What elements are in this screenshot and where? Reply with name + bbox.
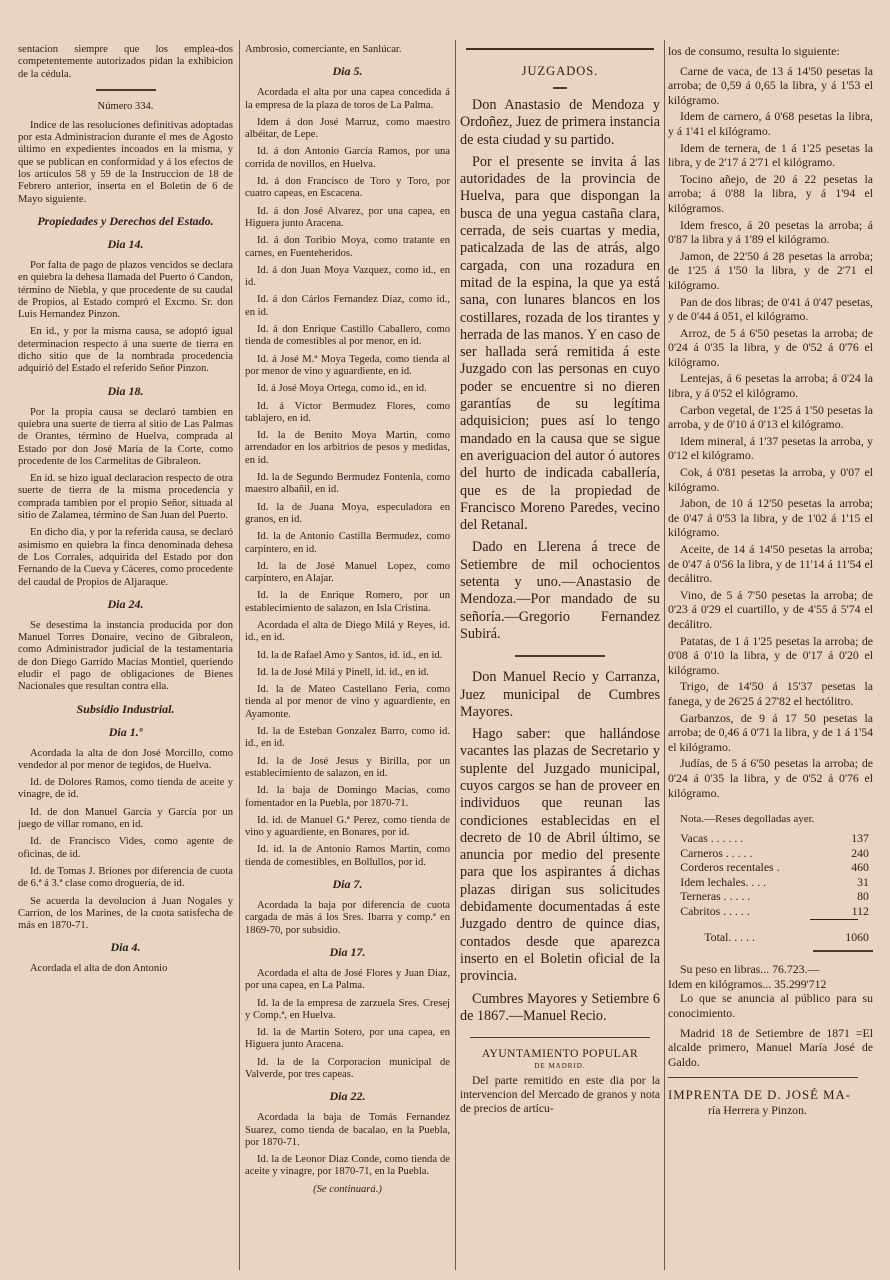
paragraph: Id. la de la empresa de zarzuela Sres. Cresej y Comp.ª, en Huelva. — [245, 997, 450, 1021]
continuation-note: (Se continuará.) — [313, 1183, 382, 1195]
paragraph: En id. se hizo igual declaracion respecto de otra suerte de tierra de la misma procedencia y comprada tambien por el propio Señor, situada al sitio de Zalamea, término de San Juan del Puerto. — [18, 473, 233, 522]
document-number: Número 334. — [97, 100, 154, 112]
paragraph: Id. á José Moya Ortega, como id., en id. — [257, 383, 427, 395]
paragraph: Id. á don Enrique Castillo Caballero, como tienda de comestibles al por menor, en id. — [245, 324, 450, 348]
price-item: Aceite, de 14 á 14'50 pesetas la arroba; de 0'47 á 0'56 la libra, y de 11'14 á 11'54 el decálitro. — [668, 542, 873, 586]
price-item: Carne de vaca, de 13 á 14'50 pesetas la arroba; de 0,59 á 0,65 la libra, y á 1'53 el kilógramo. — [668, 63, 873, 107]
printer-imprint-line: ría Herrera y Pinzon. — [708, 1103, 807, 1118]
paragraph: Se acuerda la devolucion á Juan Nogales y Carrion, de los Marines, de la cuota satisfecha de más en 1870-71. — [18, 895, 233, 932]
paragraph: Id. de Dolores Ramos, como tienda de aceite y vinagre, de id. — [18, 777, 233, 801]
livestock-row — [680, 875, 869, 890]
weight-line: Idem en kilógramos... 35.299'712 — [668, 976, 827, 991]
livestock-count: 137 — [851, 831, 869, 846]
price-item: Idem de carnero, á 0'68 pesetas la libra, y á 1'41 el kilógramo. — [668, 109, 873, 138]
paragraph: Don Manuel Recio y Carranza, Juez municipal de Cumbres Mayores. — [460, 669, 660, 720]
paragraph: Madrid 18 de Setiembre de 1871 =El alcalde primero, Manuel María José de Galdo. — [668, 1025, 873, 1069]
day-heading: Dia 14. — [107, 236, 144, 251]
paragraph: Hago saber: que hallándose vacantes las plazas de Secretario y suplente del Juzgado municipal, cuyos cargos se han de proveer en individuos que reunan las condiciones establecidas en el decreto de 10 de Abril último, se anuncia por medio del presente para que los aspirantes á dichas plazas dirigan sus solicitudes debidamente documentadas á este Juzgado dentro de quince dias, contados desde que aparezca inserto en el Boletin oficial de la provincia. — [460, 726, 660, 985]
paragraph: Acordada el alta de José Flores y Juan Diaz, por una capea, en La Palma. — [245, 967, 450, 992]
day-heading: Dia 5. — [332, 64, 363, 79]
livestock-label: Carneros . . . . . — [680, 845, 753, 860]
price-item: Judías, de 5 á 6'50 pesetas la arroba; de 0'24 á 0'35 la libra, y de 0'52 á 0'76 el kilógramo. — [668, 756, 873, 800]
paragraph: Dado en Llerena á trece de Setiembre de mil ochocientos setenta y uno.—Anastasio de Mendoza.—Por mandado de su señoría.—Gregorio Fernandez Subirá. — [460, 539, 660, 642]
paragraph: Id. de Francisco Vides, como agente de oficinas, de id. — [18, 836, 233, 860]
livestock-label: Cabritos . . . . . — [680, 904, 750, 919]
paragraph: Id. á don Antonio García Ramos, por una corrida de novillos, en Huelva. — [245, 146, 450, 170]
day-heading: Dia 4. — [110, 940, 141, 955]
paragraph: Por la propia causa se declaró tambien en quiebra una suerte de tierra al sitio de Las Palmas de Orantes, término de Huelva, comprada al Estado por don José María de la Corte, como procedente de los Carmelitas de Gibraleon. — [18, 406, 233, 467]
livestock-count: 31 — [857, 874, 869, 889]
separator — [553, 87, 567, 89]
paragraph: Id. la de Enrique Romero, por un establecimiento de salazon, en Isla Cristina. — [245, 590, 450, 614]
price-item: Idem fresco, á 20 pesetas la arroba; á 0'87 la libra y á 1'89 el kilógramo. — [668, 217, 873, 247]
price-item: Pan de dos libras; de 0'41 á 0'47 pesetas, y de 0'44 á 051, el kilógramo. — [668, 294, 873, 324]
price-list — [668, 64, 873, 801]
paragraph: Id. la de Juana Moya, especuladora en granos, en id. — [245, 501, 450, 525]
paragraph: Del parte remitido en este dia por la intervencion del Mercado de granos y nota de precios de artícu- — [460, 1075, 660, 1116]
day-heading: Dia 24. — [107, 596, 144, 611]
livestock-row — [680, 889, 869, 904]
price-item: Idem mineral, á 1'37 pesetas la arroba, y 0'12 el kilógramo. — [668, 433, 873, 463]
price-item: Idem de ternera, de 1 á 1'25 pesetas la libra, y de 2'17 á 2'71 el kilógramo. — [668, 140, 873, 170]
day-heading: Dia 18. — [107, 383, 144, 398]
section-heading: AYUNTAMIENTO POPULAR — [481, 1048, 639, 1061]
paragraph: Id. la de la Corporacion municipal de Valverde, por tres capeas. — [245, 1056, 450, 1080]
paragraph: sentacion siempre que los emplea-dos competentemente autorizados pidan la exhibicion de la cédula. — [18, 44, 233, 80]
note-heading: Nota.—Reses degolladas ayer. — [680, 813, 815, 826]
livestock-count: 112 — [851, 904, 869, 919]
paragraph: Id. la baja de Domingo Macías, como fomentador en la Puebla, por 1870-71. — [245, 785, 450, 809]
paragraph: En id., y por la misma causa, se adoptó igual determinacion respecto á una suerte de tierra en dicho sitio que de la nombrada procedencia adquirió del Estado el referido Señor Pinzon. — [18, 326, 233, 375]
paragraph: Id. á don Juan Moya Vazquez, como id., en id. — [245, 264, 450, 289]
paragraph: Id. la de Leonor Diaz Conde, como tienda de aceite y vinagre, por 1870-71, en la Puebla. — [245, 1154, 450, 1178]
paragraph: Idem á don José Marruz, como maestro albéitar, de Lepe. — [245, 116, 450, 141]
column-2 — [245, 44, 450, 1272]
paragraph: Id. de don Manuel García y García por un juego de villar romano, en id. — [18, 806, 233, 831]
subheading: DE MADRID. — [534, 1062, 586, 1071]
separator — [466, 48, 654, 50]
livestock-row — [680, 831, 869, 846]
price-item: Vino, de 5 á 7'50 pesetas la arroba; de 0'23 á 0'29 el cuartillo, y de 4'55 á 5'74 el decálitro. — [668, 587, 873, 631]
price-item: Lentejas, á 6 pesetas la arroba; á 0'24 la libra, y á 0'52 el kilógramo. — [668, 371, 873, 401]
day-heading: Dia 1.º — [108, 724, 143, 739]
price-item: Garbanzos, de 9 á 17 50 pesetas la arroba; de 0,46 á 0'71 la libra, y de 1 á 1'54 el kilógramo. — [668, 710, 873, 754]
column-divider — [455, 40, 456, 1270]
livestock-count: 460 — [851, 860, 869, 875]
paragraph: Se desestima la instancia producida por don Manuel Torres Donaire, vecino de Gibraleon, como Administrador judicial de la testamentaria de don Diego Garrido Macías Montiel, queriendo eludir el pago de obligaciones de Bienes Nacionales que resultan contra ella. — [18, 619, 233, 693]
paragraph: Id. la de José Jesus y Birilla, por un establecimiento de salazon, en id. — [245, 755, 450, 779]
paragraph: Acordada la alta de don José Morcillo, como vendedor al por menor de tegidos, de Huelva. — [18, 747, 233, 771]
paragraph: Id. la de José Milá y Pinell, id. id., en id. — [257, 666, 429, 678]
price-item: Jamon, de 22'50 á 28 pesetas la arroba; de 1'25 á 1'50 la libra, y de 2'71 el kilógramo. — [668, 248, 873, 292]
price-item: Cok, á 0'81 pesetas la arroba, y 0'07 el kilógramo. — [668, 465, 873, 494]
section-heading: JUZGADOS. — [521, 64, 599, 78]
livestock-label: Vacas . . . . . . — [680, 831, 744, 846]
paragraph: Id. la de José Manuel Lopez, como carpintero, en Alajar. — [245, 560, 450, 585]
paragraph: los de consumo, resulta lo siguiente: — [668, 44, 840, 58]
paragraph: Cumbres Mayores y Setiembre 6 de 1867.—Manuel Recio. — [460, 990, 660, 1024]
price-item: Tocino añejo, de 20 á 22 pesetas la arroba; á 0'88 la libra, y á 1'94 el kilógramos. — [668, 171, 873, 215]
paragraph: Id. la de Martin Sotero, por una capea, en Higuera junto Aracena. — [245, 1027, 450, 1051]
paragraph: Id. á José M.ª Moya Tegeda, como tienda al por menor de vino y aguardiente, en id. — [245, 353, 450, 377]
weight-line: Su peso en libras... 76.723.— — [680, 962, 820, 977]
paragraph: Por falta de pago de plazos vencidos se declara en quiebra la dehesa llamada del Puerto ó Candon, término de Niebla, y que procedente de su caudal de Propios, al Estado compró el Excmo. Sr. don Luis Hernandez Pinzon. — [18, 259, 233, 321]
livestock-row — [680, 860, 869, 875]
day-heading: Dia 17. — [329, 944, 366, 959]
separator — [668, 1077, 858, 1078]
paragraph: Acordada el alta de Diego Milá y Reyes, id. id., en id. — [245, 619, 450, 644]
livestock-label: Terneras . . . . . — [680, 889, 751, 904]
separator — [813, 950, 873, 952]
paragraph: Acordada el alta de don Antonio — [30, 963, 168, 975]
paragraph: Acordada la baja de Tomás Fernandez Suarez, como tienda de bacalao, en la Puebla, por 1870-71. — [245, 1112, 450, 1148]
livestock-label: Idem lechales. . . . — [680, 874, 767, 889]
separator — [515, 655, 605, 657]
day-heading: Dia 22. — [329, 1089, 366, 1104]
livestock-table — [680, 831, 869, 944]
paragraph: Id. á don José Alvarez, por una capea, en Higuera junto Aracena. — [245, 205, 450, 229]
price-item: Trigo, de 14'50 á 15'37 pesetas la fanega, y de 26'25 á 27'82 el hectólitro. — [668, 679, 873, 708]
paragraph: Id. la de Esteban Gonzalez Barro, como id. id., en id. — [245, 726, 450, 750]
column-divider — [664, 40, 665, 1270]
paragraph: Don Anastasio de Mendoza y Ordoñez, Juez de primera instancia de esta ciudad y su partido. — [460, 97, 660, 148]
paragraph: Indice de las resoluciones definitivas adoptadas por esta Administracion durante el mes de Agosto último en expedientes incoados en la misma, y que se publican en conformidad y á los efectos de los artículos 58 y 59 de la Instruccion de 18 de Febrero anterior, inserta en el Boletin de 6 de Mayo siguiente. — [18, 119, 233, 205]
paragraph: Por el presente se invita á las autoridades de la provincia de Huelva, para que dispongan la busca de una yegua castaña clara, cerrada, de seis cuartas y media, paticalzada de las de atrás, algo cargada, con una rozadura en mitad de la espina, la que ya está sana, con lunares blancos en los costillares, rozada de los tirantes y herrada de las manos. Y en caso de ser hallada será remitida á este Juzgado con las personas en cuyo poder se encuentre si no dieren garantías de su legítima adquisicion; pues así lo tengo mandado en la causa que se sigue en averiguacion del autor ó autores del hurto de indicada caballería, que es de la propiedad de Francisco Moreno Paredes, vecino del Retanal. — [460, 153, 660, 534]
paragraph: Id. la de Mateo Castellano Feria, como tienda al por menor de vino y aguardiente, en Ayamonte. — [245, 684, 450, 720]
column-4 — [668, 44, 873, 1272]
printer-imprint — [668, 1088, 873, 1118]
livestock-count: 80 — [857, 889, 869, 904]
livestock-row — [680, 846, 869, 861]
column-divider — [239, 40, 240, 1270]
separator — [96, 89, 156, 91]
paragraph: Id. á Víctor Bermudez Flores, como tablajero, en id. — [245, 400, 450, 424]
printer-imprint-line: IMPRENTA DE D. JOSÉ MA- — [668, 1088, 852, 1103]
livestock-row — [680, 904, 869, 919]
price-item: Carbon vegetal, de 1'25 á 1'50 pesetas la arroba, y de 0'10 á 0'13 el kilógramo. — [668, 402, 873, 432]
paragraph: Id. la de Segundo Bermudez Fontenla, como maestro albañil, en id. — [245, 472, 450, 496]
paragraph: Id. la de Antonio Castilla Bermudez, como carpintero, en id. — [245, 531, 450, 555]
livestock-label: Corderos recentales . — [680, 860, 780, 875]
paragraph: Acordada el alta por una capea concedida á la empresa de la plaza de toros de La Palma. — [245, 87, 450, 111]
section-heading: Propiedades y Derechos del Estado. — [37, 213, 214, 228]
paragraph: Id. á don Cárlos Fernandez Diaz, como id., en id. — [245, 294, 450, 318]
livestock-count: 240 — [851, 845, 869, 860]
price-item: Arroz, de 5 á 6'50 pesetas la arroba; de 0'24 á 0'35 la libra, y de 0'52 á 0'76 el kilógramo. — [668, 325, 873, 369]
paragraph: Id. id. la de Antonio Ramos Martin, como tienda de comestibles, en Bollullos, por id. — [245, 844, 450, 868]
paragraph: Id. la de Benito Moya Martin, como arrendador en los arbitrios de pesos y medidas, en id. — [245, 430, 450, 466]
column-3 — [460, 44, 660, 1272]
paragraph: Id. de Tomas J. Briones por diferencia de cuota de 6.ª á 3.ª clase como droguería, de id. — [18, 865, 233, 890]
paragraph: Lo que se anuncia al público para su conocimiento. — [668, 991, 873, 1021]
column-1 — [18, 44, 233, 1272]
separator — [470, 1037, 650, 1038]
paragraph: Ambrosio, comerciante, en Sanlúcar. — [245, 44, 402, 55]
day-heading: Dia 7. — [332, 877, 363, 892]
paragraph: Acordada la baja por diferencia de cuota cargada de más á los Sres. Ibarra y comp.ª en 1869-70, por subsidio. — [245, 900, 450, 936]
price-item: Patatas, de 1 á 1'25 pesetas la arroba; de 0'08 á 0'10 la libra, y de 0'17 á 0'20 el kilógramo. — [668, 633, 873, 677]
total-value: 1060 — [845, 929, 869, 944]
paragraph: Id. á don Toribio Moya, como tratante en carnes, en Fuenteheridos. — [245, 235, 450, 259]
paragraph: Id. id. de Manuel G.ª Perez, como tienda de vino y aguardiente, en Bonares, por id. — [245, 814, 450, 839]
price-item: Jabon, de 10 á 12'50 pesetas la arroba; de 0'47 á 0'53 la libra, y de 1'02 á 1'15 el kilógramo. — [668, 496, 873, 540]
paragraph: Id. á don Francisco de Toro y Toro, por cuatro capeas, en Escacena. — [245, 176, 450, 200]
paragraph: Id. la de Rafael Amo y Santos, id. id., en id. — [257, 649, 443, 661]
section-heading: Subsidio Industrial. — [76, 701, 175, 716]
paragraph: En dicho dia, y por la referida causa, se declaró asimismo en quiebra la finca denominada dehesa de Los Corrales, adquirida del Estado por don Fernando de la Cueva y Cáceres, como procedente del caudal de Propios de Aljaraque. — [18, 527, 233, 588]
total-label: Total. . . . . — [704, 929, 755, 944]
total-row — [680, 920, 869, 945]
